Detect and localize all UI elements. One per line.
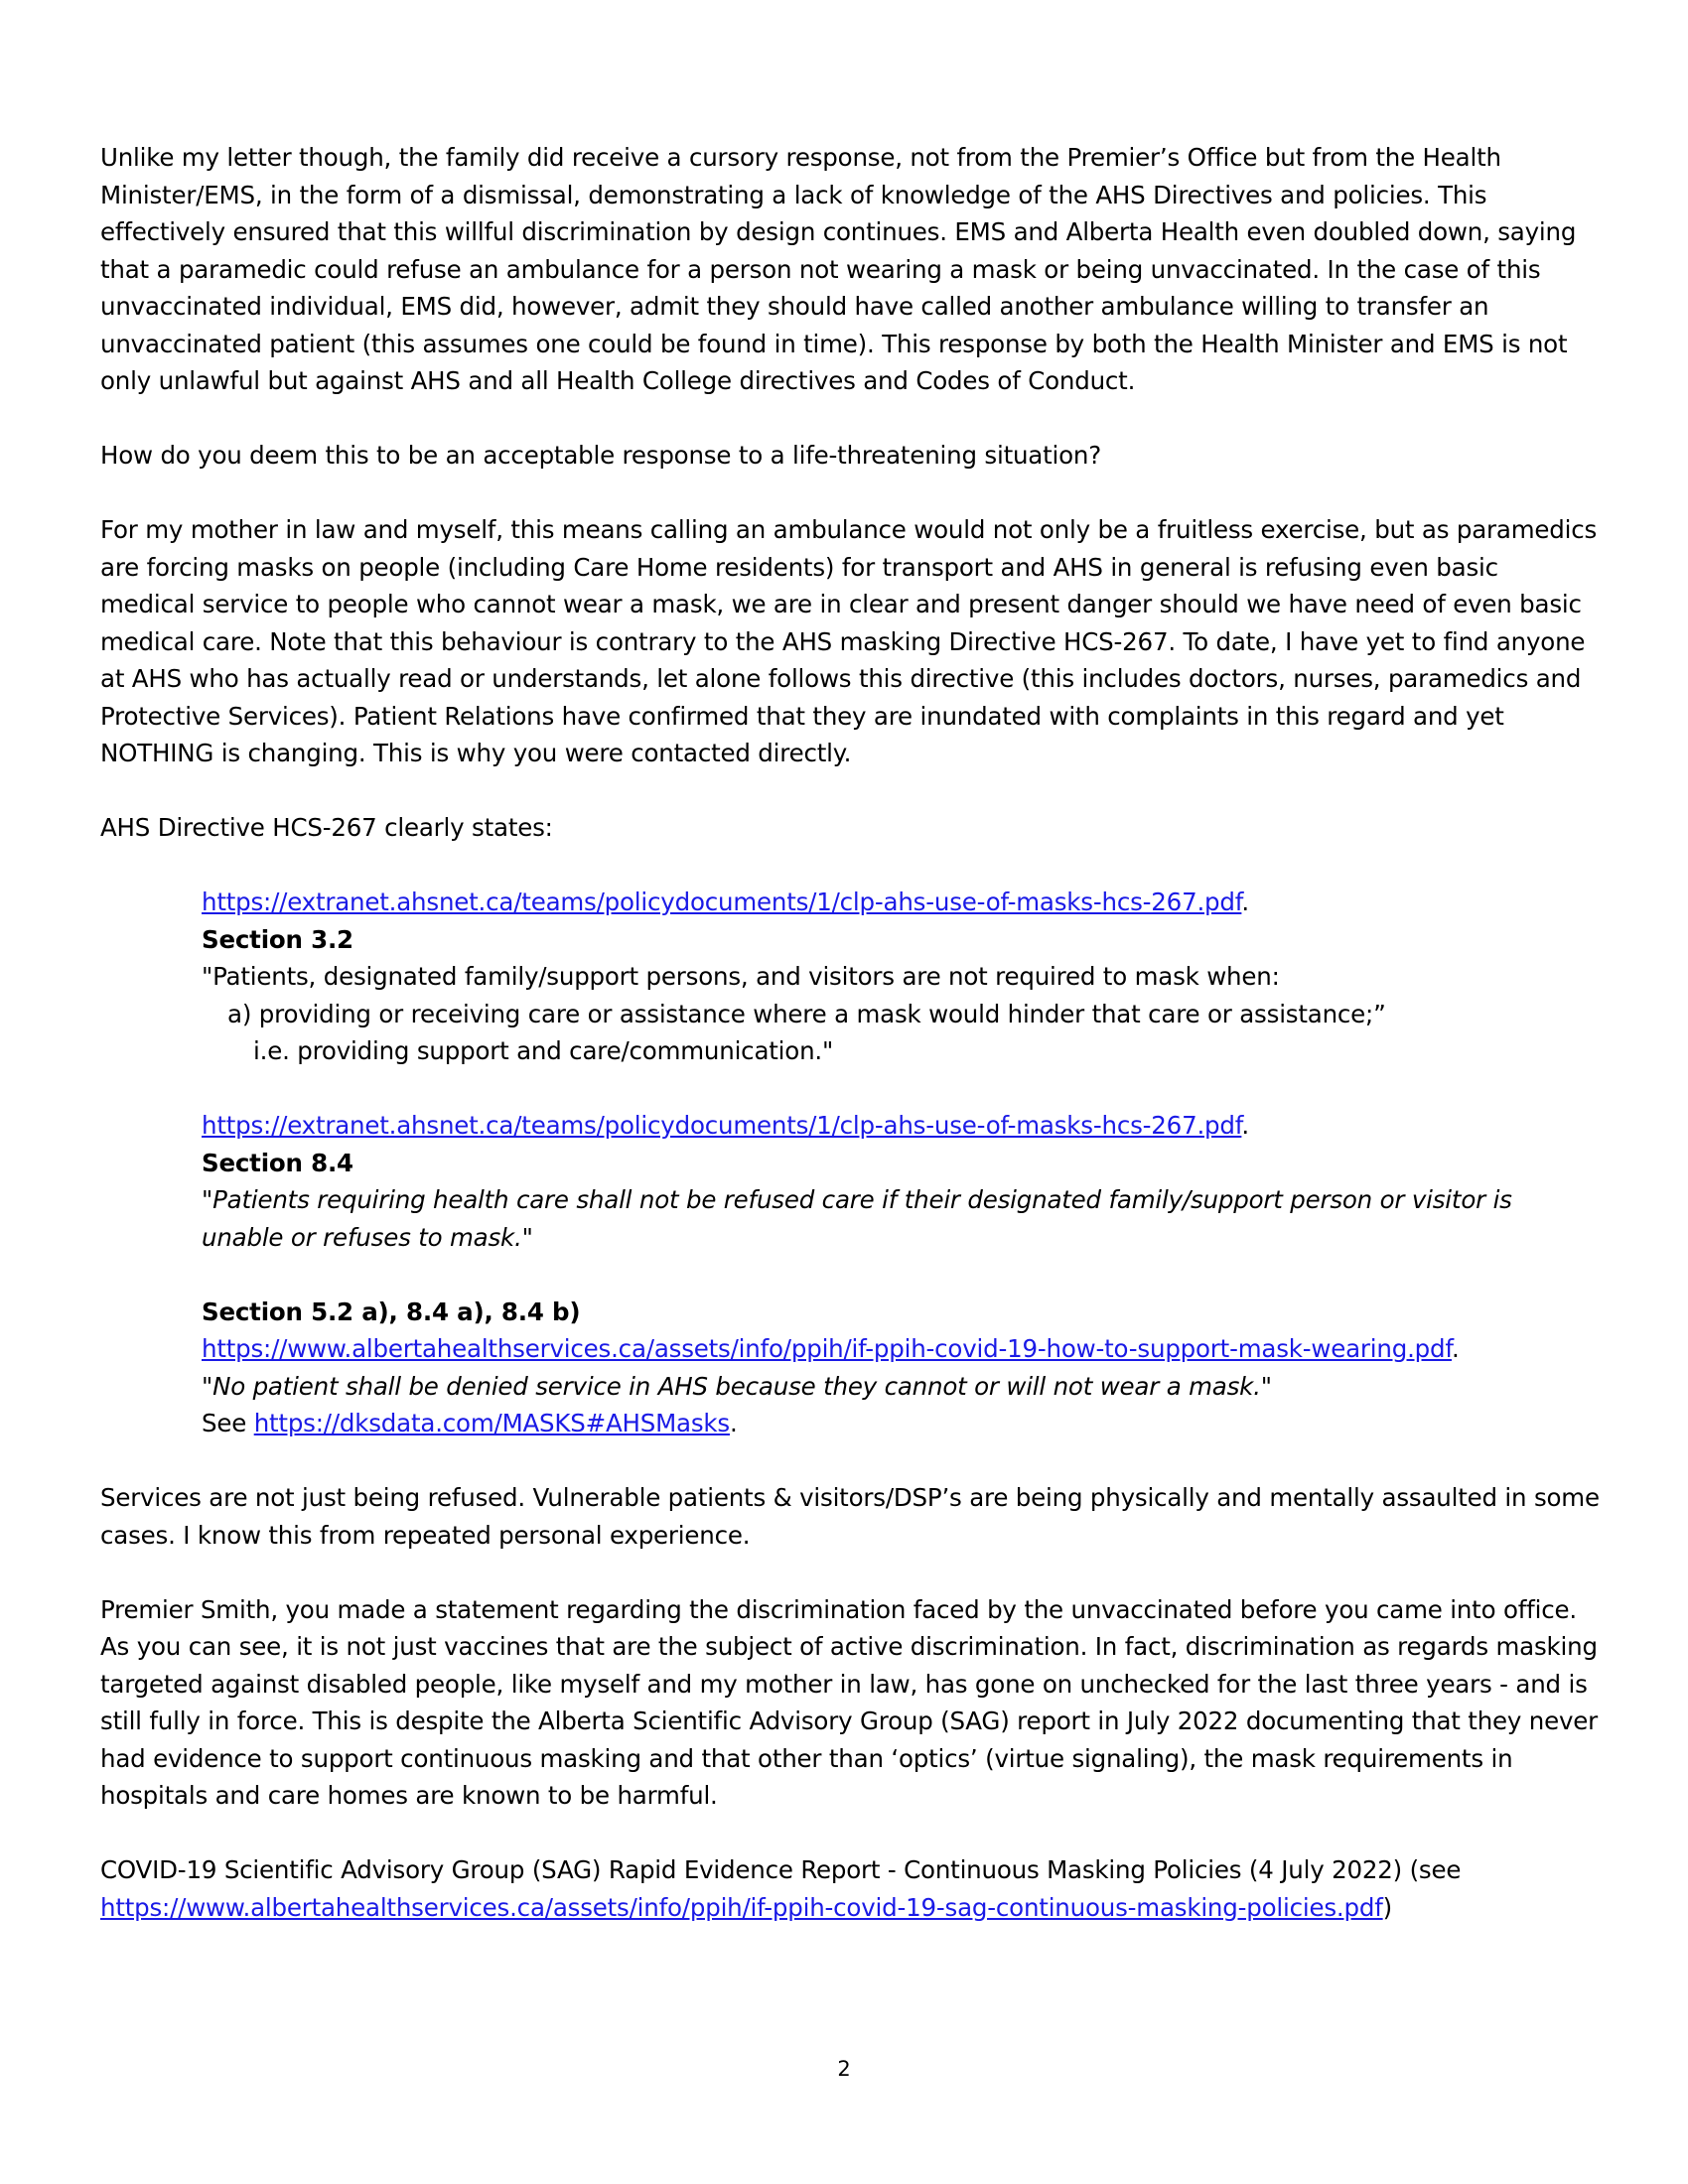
directive-link[interactable]: https://extranet.ahsnet.ca/teams/policydocuments/1/clp-ahs-use-of-masks-hcs-267.pdf — [202, 887, 1242, 916]
paragraph-directive-intro: AHS Directive HCS-267 clearly states: — [100, 813, 553, 842]
quote-link-line — [202, 1330, 1600, 1368]
quote-link-line — [202, 884, 1600, 921]
quote-section-5-2 — [202, 1294, 1600, 1442]
document-body — [100, 139, 1600, 1926]
link-suffix: . — [1452, 1334, 1460, 1363]
quote-line: "Patients, designated family/support persons, and visitors are not required to mask when: — [202, 962, 1280, 991]
paragraph-services: Services are not just being refused. Vulnerable patients & visitors/DSP’s are being physically and mentally assaulted in some cases. I know this from repeated personal experience. — [100, 1483, 1600, 1550]
quote-text: "No patient shall be denied service in AHS because they cannot or will not wear a mask." — [202, 1371, 1272, 1401]
paragraph-response: Unlike my letter though, the family did receive a cursory response, not from the Premier’s Office but from the Health Minister/EMS, in the form of a dismissal, demonstrating a lack of knowledge of the AHS Directives and policies. This effectively ensured that this willful discrimination by design continues. EMS and Alberta Health even doubled down, saying that a paramedic could refuse an ambulance for a person not wearing a mask or being unvaccinated. In the case of this unvaccinated individual, EMS did, however, admit they should have called another ambulance willing to transfer an unvaccinated patient (this assumes one could be found in time). This response by both the Health Minister and EMS is not only unlawful but against AHS and all Health College directives and Codes of Conduct. — [100, 143, 1577, 395]
page-number: 2 — [837, 2057, 851, 2081]
sag-report-link[interactable]: https://www.albertahealthservices.ca/assets/info/ppih/if-ppih-covid-19-sag-continuous-masking-policies.pdf — [100, 1892, 1383, 1922]
quote-line: a) providing or receiving care or assistance where a mask would hinder that care or assistance;” — [227, 999, 1386, 1028]
support-mask-link[interactable]: https://www.albertahealthservices.ca/assets/info/ppih/if-ppih-covid-19-how-to-support-mask-wearing.pdf — [202, 1334, 1453, 1363]
quote-link-line — [202, 1107, 1600, 1145]
paragraph-sag-report — [100, 1851, 1600, 1926]
link-suffix: . — [1241, 1111, 1249, 1140]
see-line — [202, 1405, 1600, 1442]
link-suffix: . — [1241, 887, 1249, 916]
section-heading: Section 3.2 — [202, 924, 353, 954]
paragraph-premier: Premier Smith, you made a statement regarding the discrimination faced by the unvaccinated before you came into office. As you can see, it is not just vaccines that are the subject of active discrimination. In fact, discrimination as regards masking targeted against disabled people, like myself and my mother in law, has gone on unchecked for the last three years - and is still fully in force. This is despite the Alberta Scientific Advisory Group (SAG) report in July 2022 documenting that they never had evidence to support continuous masking and that other than ‘optics’ (virtue signaling), the mask requirements in hospitals and care homes are known to be harmful. — [100, 1594, 1599, 1810]
section-heading: Section 5.2 a), 8.4 a), 8.4 b) — [202, 1297, 581, 1326]
sag-report-end: ) — [1382, 1892, 1392, 1922]
quote-text: "Patients requiring health care shall not be refused care if their designated family/support person or visitor is unable or refuses to mask." — [202, 1185, 1512, 1252]
quote-section-3-2 — [202, 884, 1600, 1070]
quote-section-8-4 — [202, 1107, 1600, 1256]
dksdata-link[interactable]: https://dksdata.com/MASKS#AHSMasks — [253, 1409, 730, 1437]
directive-link[interactable]: https://extranet.ahsnet.ca/teams/policydocuments/1/clp-ahs-use-of-masks-hcs-267.pdf — [202, 1111, 1242, 1140]
quote-line: i.e. providing support and care/communication." — [253, 1036, 834, 1065]
sag-report-text: COVID-19 Scientific Advisory Group (SAG) Rapid Evidence Report - Continuous Masking Policies (4 July 2022) (see — [100, 1855, 1462, 1884]
link-suffix: . — [729, 1409, 738, 1437]
paragraph-question: How do you deem this to be an acceptable response to a life-threatening situation? — [100, 441, 1102, 470]
see-label: See — [202, 1409, 254, 1437]
paragraph-ambulance: For my mother in law and myself, this means calling an ambulance would not only be a fruitless exercise, but as paramedics are forcing masks on people (including Care Home residents) for transport and AHS in general is refusing even basic medical service to people who cannot wear a mask, we are in clear and present danger should we have need of even basic medical care. Note that this behaviour is contrary to the AHS masking Directive HCS-267. To date, I have yet to find anyone at AHS who has actually read or understands, let alone follows this directive (this includes doctors, nurses, paramedics and Protective Services). Patient Relations have confirmed that they are inundated with complaints in this regard and yet NOTHING is changing. This is why you were contacted directly. — [100, 515, 1598, 767]
section-heading: Section 8.4 — [202, 1148, 353, 1177]
